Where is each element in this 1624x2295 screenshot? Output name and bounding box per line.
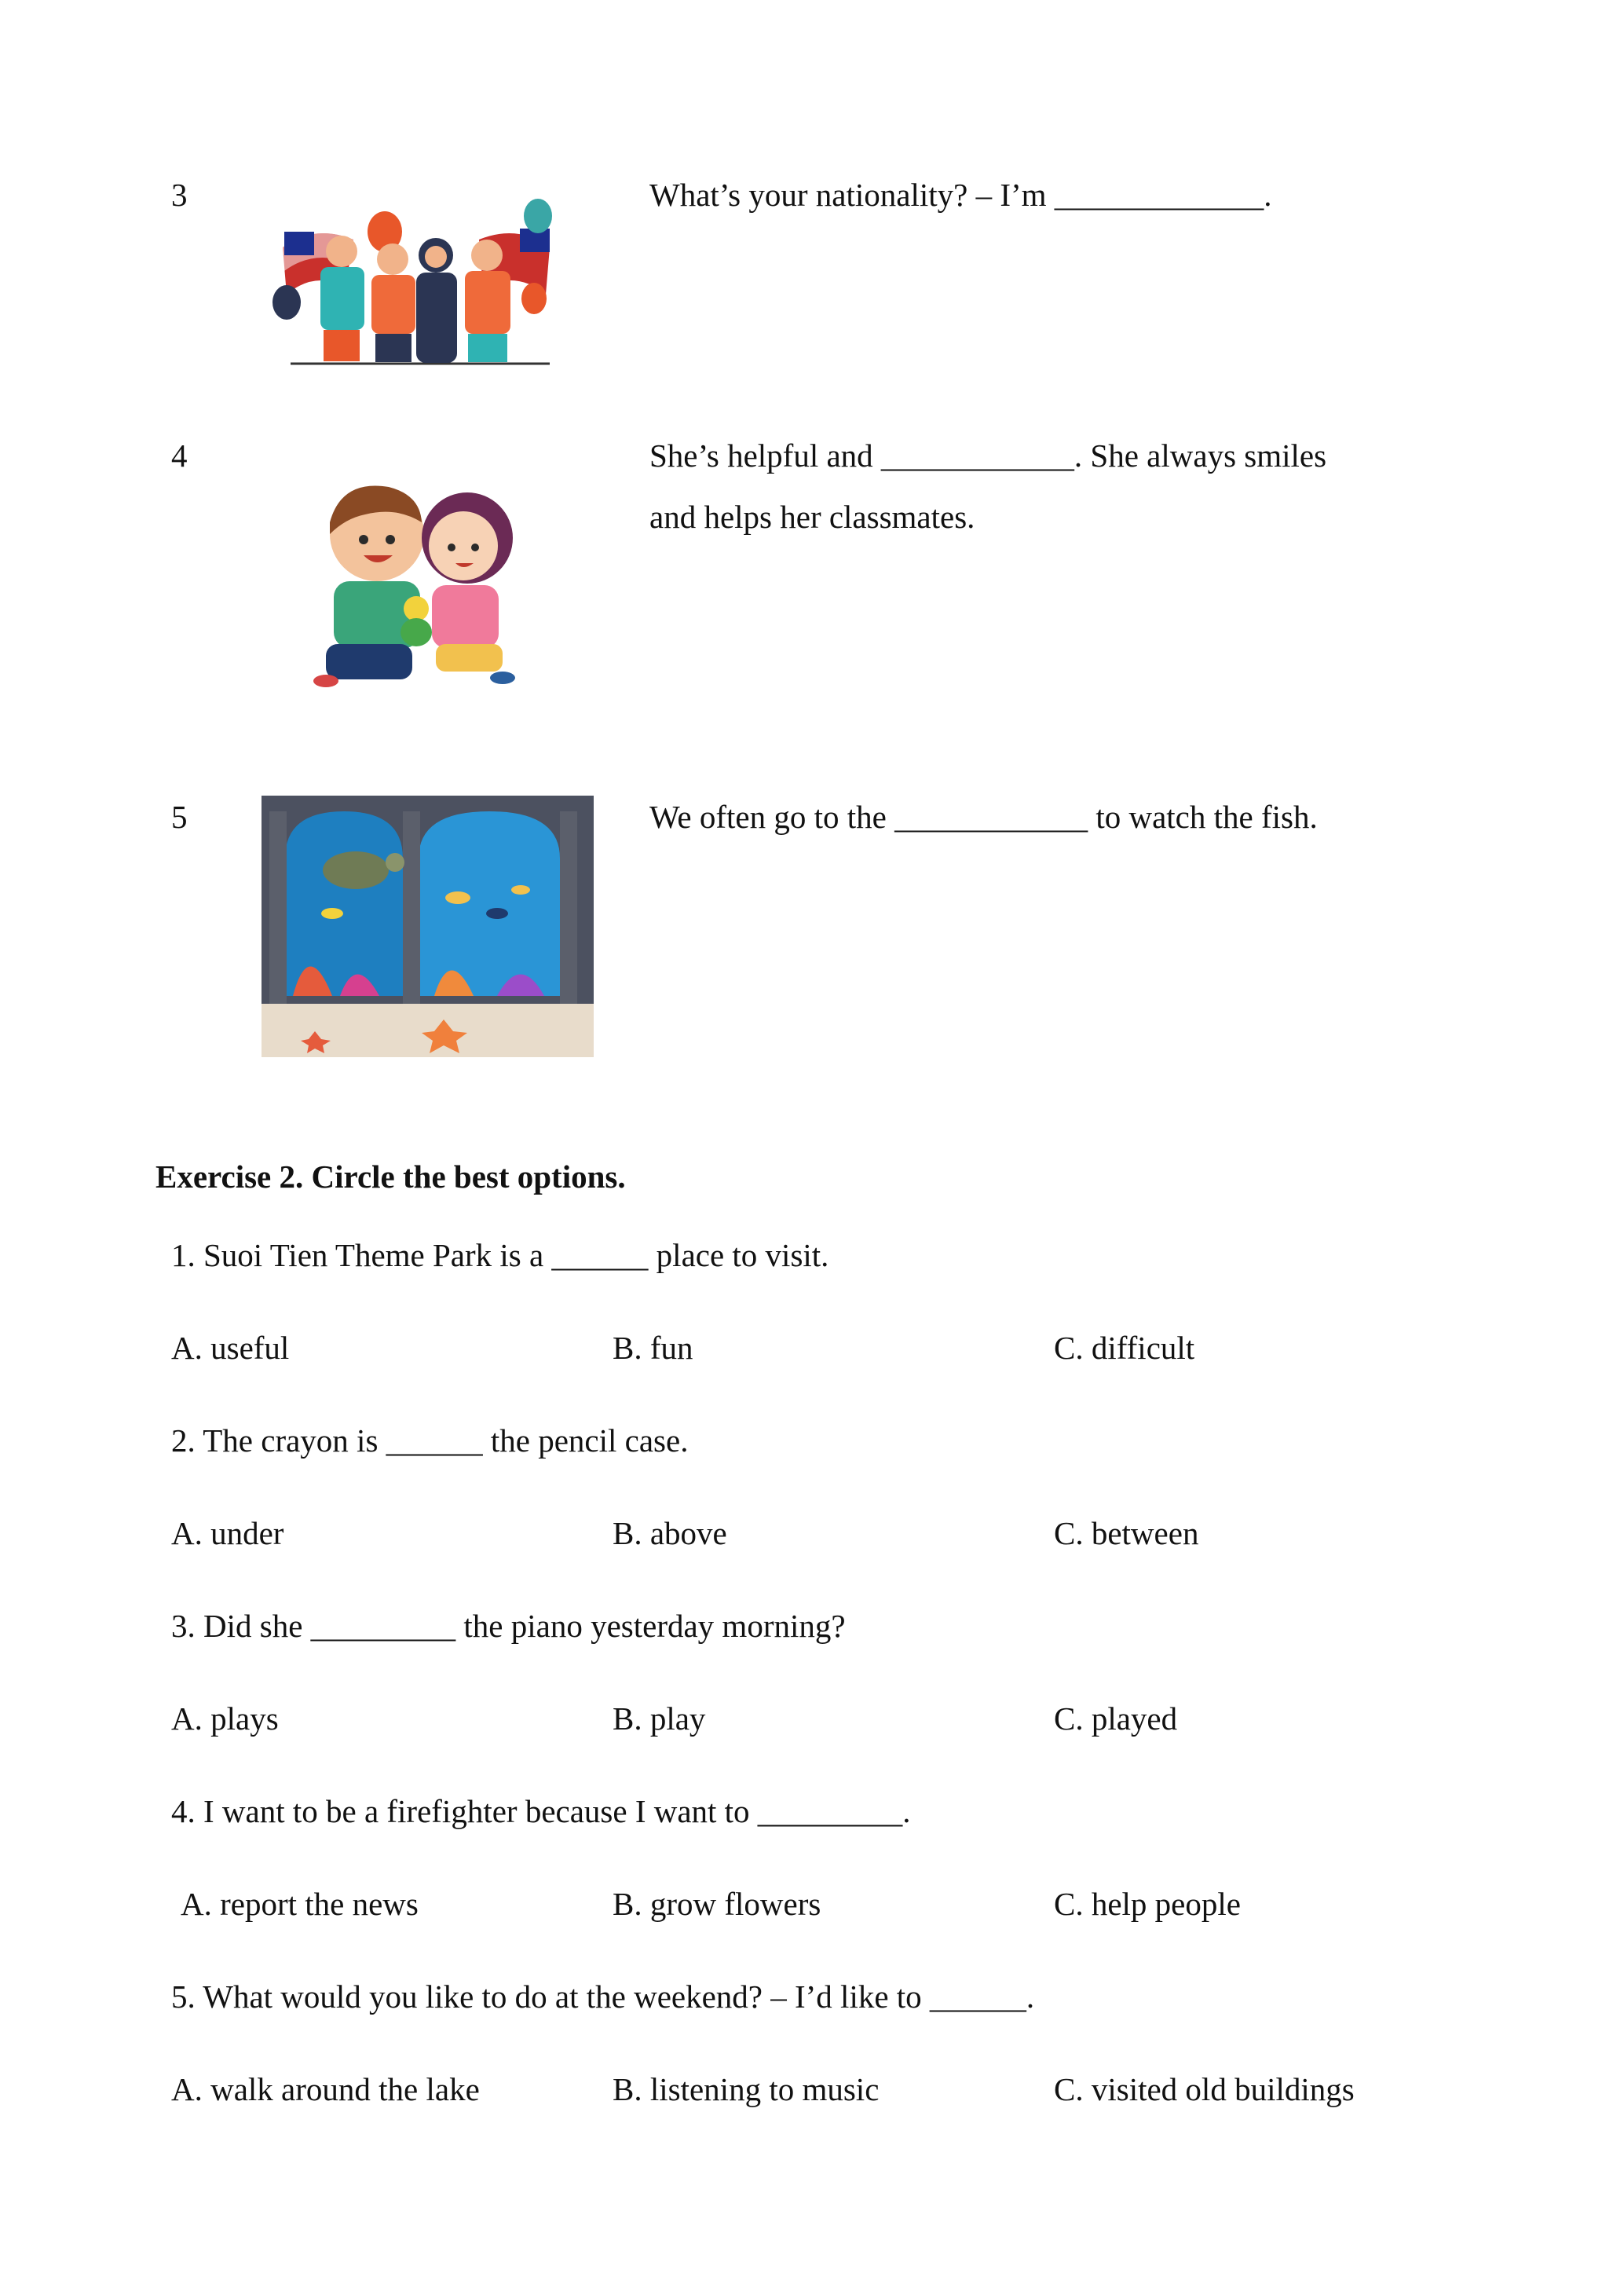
option-c[interactable]: C. help people	[1054, 1886, 1241, 1922]
item-5-sentence: We often go to the ____________ to watch the fish.	[649, 799, 1318, 835]
option-a[interactable]: A. walk around the lake	[171, 2071, 480, 2107]
option-a[interactable]: A. under	[171, 1515, 284, 1551]
option-c[interactable]: C. played	[1054, 1700, 1178, 1737]
option-a[interactable]: A. plays	[171, 1700, 279, 1737]
question-4: 4. I want to be a firefighter because I want to _________.	[171, 1793, 911, 1829]
option-c[interactable]: C. visited old buildings	[1054, 2071, 1355, 2107]
item-number: 4	[171, 437, 188, 474]
item-number: 3	[171, 177, 188, 213]
option-b[interactable]: B. grow flowers	[613, 1886, 821, 1922]
question-2: 2. The crayon is ______ the pencil case.	[171, 1422, 689, 1459]
item-number: 5	[171, 799, 188, 835]
item-4-sentence-line2: and helps her classmates.	[649, 499, 975, 535]
exercise-heading: Exercise 2. Circle the best options.	[155, 1158, 626, 1195]
option-a[interactable]: A. useful	[171, 1330, 290, 1366]
people-with-flags-image	[267, 177, 565, 373]
item-4-sentence-line1: She’s helpful and ____________. She always smiles	[649, 437, 1327, 474]
question-5: 5. What would you like to do at the weekend? – I’d like to ______.	[171, 1978, 1035, 2015]
option-b[interactable]: B. above	[613, 1515, 727, 1551]
item-3-sentence: What’s your nationality? – I’m _____________.	[649, 177, 1272, 213]
option-b[interactable]: B. play	[613, 1700, 706, 1737]
option-c[interactable]: C. difficult	[1054, 1330, 1195, 1366]
option-c[interactable]: C. between	[1054, 1515, 1199, 1551]
option-b[interactable]: B. fun	[613, 1330, 693, 1366]
option-b[interactable]: B. listening to music	[613, 2071, 880, 2107]
option-a[interactable]: A. report the news	[181, 1886, 419, 1922]
question-1: 1. Suoi Tien Theme Park is a ______ place to visit.	[171, 1237, 829, 1273]
kids-sharing-toy-image	[302, 475, 538, 695]
aquarium-image	[262, 796, 594, 1057]
question-3: 3. Did she _________ the piano yesterday morning?	[171, 1608, 846, 1644]
